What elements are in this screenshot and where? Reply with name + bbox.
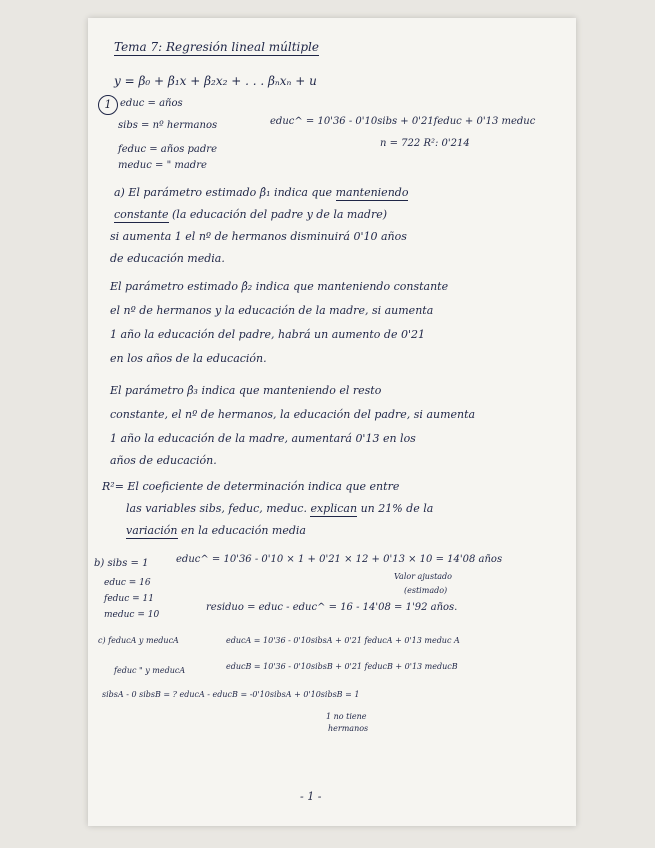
- c-note-no-tiene: 1 no tiene: [326, 712, 367, 721]
- c-line2-left: feduc " y meducA: [114, 666, 186, 675]
- b-sibs: b) sibs = 1: [94, 558, 149, 569]
- b-educ: educ = 16: [104, 578, 151, 588]
- page-number: - 1 -: [300, 790, 322, 803]
- var-sibs: sibs = nº hermanos: [118, 120, 218, 131]
- exercise-number: 1: [98, 95, 118, 115]
- part-a-line1-text: a) El parámetro estimado β̂₁ indica que: [114, 186, 336, 199]
- var-meduc: meduc = " madre: [118, 160, 207, 171]
- beta3-line3: 1 año la educación de la madre, aumentará 0'13 en los: [110, 432, 416, 445]
- notebook-page: [88, 18, 576, 826]
- var-educ: educ = años: [120, 98, 183, 109]
- beta2-line2: el nº de hermanos y la educación de la madre, si aumenta: [110, 304, 434, 317]
- beta3-line1: El parámetro β̂₃ indica que manteniendo el resto: [110, 384, 382, 397]
- b-residual: residuo = educ - educ^ = 16 - 14'08 = 1'92 años.: [206, 602, 458, 613]
- estimated-equation: educ^ = 10'36 - 0'10sibs + 0'21feduc + 0'13 meduc: [270, 116, 536, 127]
- b-note-fitted: Valor ajustado: [394, 572, 452, 581]
- var-feduc: feduc = años padre: [118, 144, 217, 155]
- beta2-line4: en los años de la educación.: [110, 352, 267, 365]
- underlined-manteniendo: manteniendo: [335, 186, 409, 199]
- b-meduc: meduc = 10: [104, 610, 160, 620]
- r2-line2-text: las variables sibs, feduc, meduc.: [126, 502, 311, 515]
- beta3-line4: años de educación.: [110, 454, 217, 467]
- underlined-explican: explican: [310, 502, 358, 515]
- underlined-constante: constante: [114, 208, 169, 221]
- c-line1-left: c) feducA y meducA: [98, 636, 179, 645]
- c-line1-right: educA = 10'36 - 0'10sibsA + 0'21 feducA + 0'13 meduc A: [226, 636, 460, 645]
- r2-line2-tail: un 21% de la: [357, 502, 434, 515]
- c-note-hermanos: hermanos: [328, 724, 369, 733]
- part-a-line3: si aumenta 1 el nº de hermanos disminuirá 0'10 años: [110, 230, 407, 243]
- underlined-variacion: variación: [126, 524, 178, 537]
- c-line2-right: educB = 10'36 - 0'10sibsB + 0'21 feducB + 0'13 meducB: [226, 662, 458, 671]
- page-title: Tema 7: Regresión lineal múltiple: [114, 40, 319, 54]
- r2-line3-tail: en la educación media: [177, 524, 306, 537]
- b-feduc: feduc = 11: [104, 594, 154, 604]
- sample-stats: n = 722 R²: 0'214: [380, 138, 470, 149]
- beta2-line3: 1 año la educación del padre, habrá un aumento de 0'21: [110, 328, 425, 341]
- beta2-line1: El parámetro estimado β̂₂ indica que manteniendo constante: [110, 280, 449, 293]
- part-a-line1: [114, 186, 408, 199]
- regression-model: y = β₀ + β₁x + β₂x₂ + . . . βₙxₙ + u: [114, 74, 317, 88]
- b-fitted-calc: educ^ = 10'36 - 0'10 × 1 + 0'21 × 12 + 0'13 × 10 = 14'08 años: [176, 554, 503, 565]
- r2-line2: [126, 502, 433, 515]
- part-a-line4: de educación media.: [110, 252, 225, 265]
- part-a-line2-text: (la educación del padre y de la madre): [168, 208, 388, 221]
- c-line3: sibsA - 0 sibsB = ? educA - educB = -0'10sibsA + 0'10sibsB = 1: [102, 690, 360, 699]
- beta3-line2: constante, el nº de hermanos, la educación del padre, si aumenta: [110, 408, 476, 421]
- r2-line1: R²= El coeficiente de determinación indica que entre: [102, 480, 400, 493]
- bleed-through-text: [508, 48, 568, 468]
- part-a-line2: [114, 208, 387, 221]
- r2-line3: [126, 524, 306, 537]
- b-note-estimated: (estimado): [404, 586, 448, 595]
